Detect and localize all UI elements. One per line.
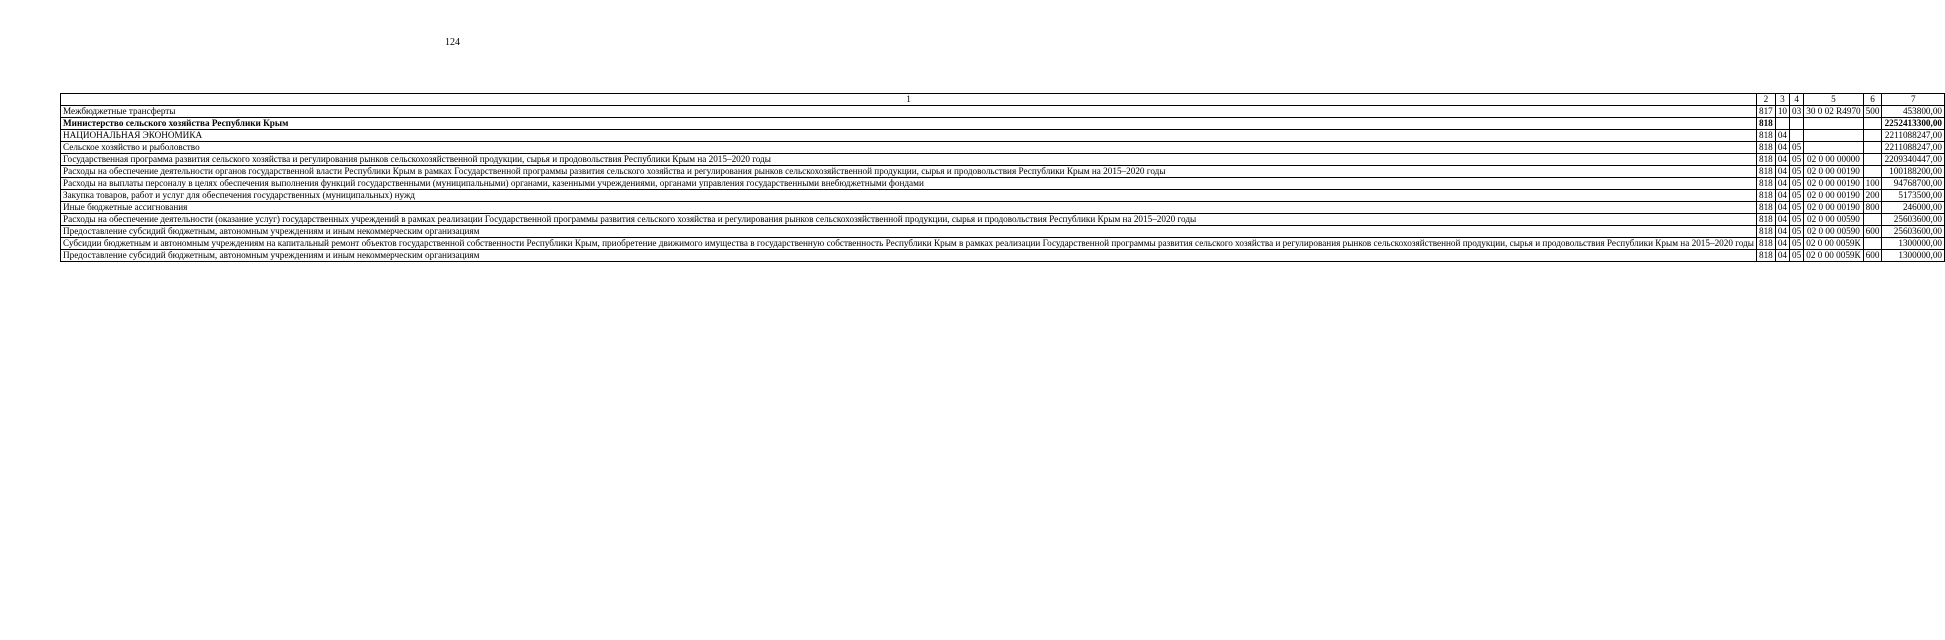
column-header: 2: [1756, 94, 1775, 106]
table-row: [61, 190, 1945, 202]
table-row: [61, 178, 1945, 190]
target-article-cell: 02 0 00 00590: [1804, 214, 1863, 226]
expense-type-cell: 800: [1863, 202, 1882, 214]
expense-type-cell: [1863, 118, 1882, 130]
expense-type-cell: [1863, 214, 1882, 226]
target-article-cell: 02 0 00 00190: [1804, 178, 1863, 190]
table-row: [61, 238, 1945, 250]
table-row: [61, 214, 1945, 226]
table-row: [61, 142, 1945, 154]
subsection-code-cell: 05: [1790, 178, 1804, 190]
ministry-code-cell: 818: [1756, 130, 1775, 142]
section-code-cell: 04: [1775, 202, 1789, 214]
subsection-code-cell: [1790, 118, 1804, 130]
ministry-code-cell: 818: [1756, 238, 1775, 250]
subsection-code-cell: 05: [1790, 142, 1804, 154]
amount-cell: 100188200,00: [1882, 166, 1945, 178]
expense-type-cell: 500: [1863, 106, 1882, 118]
ministry-code-cell: 818: [1756, 118, 1775, 130]
amount-cell: 1300000,00: [1882, 238, 1945, 250]
target-article-cell: [1804, 142, 1863, 154]
expense-name-cell: Закупка товаров, работ и услуг для обеспечения государственных (муниципальных) нужд: [61, 190, 1757, 202]
amount-cell: 1300000,00: [1882, 250, 1945, 262]
target-article-cell: 02 0 00 00190: [1804, 166, 1863, 178]
expense-name-cell: Предоставление субсидий бюджетным, автономным учреждениям и иным некоммерческим организациям: [61, 250, 1757, 262]
subsection-code-cell: 03: [1790, 106, 1804, 118]
amount-cell: 246000,00: [1882, 202, 1945, 214]
amount-cell: 2209340447,00: [1882, 154, 1945, 166]
column-header: 3: [1775, 94, 1789, 106]
ministry-code-cell: 818: [1756, 190, 1775, 202]
table-row: [61, 202, 1945, 214]
subsection-code-cell: 05: [1790, 250, 1804, 262]
ministry-code-cell: 818: [1756, 154, 1775, 166]
target-article-cell: [1804, 130, 1863, 142]
expense-name-cell: НАЦИОНАЛЬНАЯ ЭКОНОМИКА: [61, 130, 1757, 142]
table-row: [61, 106, 1945, 118]
ministry-code-cell: 818: [1756, 214, 1775, 226]
section-code-cell: 04: [1775, 166, 1789, 178]
section-code-cell: 04: [1775, 130, 1789, 142]
target-article-cell: 02 0 00 0059К: [1804, 250, 1863, 262]
section-code-cell: 04: [1775, 142, 1789, 154]
ministry-code-cell: 818: [1756, 142, 1775, 154]
expense-name-cell: Министерство сельского хозяйства Республики Крым: [61, 118, 1757, 130]
target-article-cell: 02 0 00 0059К: [1804, 238, 1863, 250]
expense-name-cell: Сельское хозяйство и рыболовство: [61, 142, 1757, 154]
table-row: [61, 130, 1945, 142]
section-code-cell: 04: [1775, 154, 1789, 166]
ministry-code-cell: 818: [1756, 202, 1775, 214]
subsection-code-cell: 05: [1790, 226, 1804, 238]
expense-type-cell: [1863, 154, 1882, 166]
budget-table: [60, 93, 1945, 262]
table-body: [61, 94, 1945, 262]
target-article-cell: 02 0 00 00190: [1804, 190, 1863, 202]
expense-name-cell: Субсидии бюджетным и автономным учреждениям на капитальный ремонт объектов государственной собственности Республики Крым, приобретение движимого имущества в государственную собственность Республики Крым в рамках реализации Государственной программы развития сельского хозяйства и регулирования рынков сельскохозяйственной продукции, сырья и продовольствия Республики Крым на 2015–2020 годы: [61, 238, 1757, 250]
amount-cell: 25603600,00: [1882, 214, 1945, 226]
amount-cell: 94768700,00: [1882, 178, 1945, 190]
target-article-cell: [1804, 118, 1863, 130]
amount-cell: 25603600,00: [1882, 226, 1945, 238]
column-header: 1: [61, 94, 1757, 106]
section-code-cell: [1775, 118, 1789, 130]
expense-type-cell: [1863, 238, 1882, 250]
subsection-code-cell: 05: [1790, 166, 1804, 178]
expense-type-cell: 200: [1863, 190, 1882, 202]
page-number: 124: [445, 37, 460, 48]
expense-name-cell: Предоставление субсидий бюджетным, автономным учреждениям и иным некоммерческим организациям: [61, 226, 1757, 238]
expense-name-cell: Расходы на выплаты персоналу в целях обеспечения выполнения функций государственными (муниципальными) органами, казенными учреждениями, органами управления государственными внебюджетными фондами: [61, 178, 1757, 190]
amount-cell: 2211088247,00: [1882, 130, 1945, 142]
subsection-code-cell: 05: [1790, 214, 1804, 226]
column-header: 4: [1790, 94, 1804, 106]
ministry-code-cell: 818: [1756, 166, 1775, 178]
column-header: 5: [1804, 94, 1863, 106]
section-code-cell: 04: [1775, 250, 1789, 262]
table-row: [61, 118, 1945, 130]
amount-cell: 2252413300,00: [1882, 118, 1945, 130]
target-article-cell: 30 0 02 R4970: [1804, 106, 1863, 118]
section-code-cell: 04: [1775, 190, 1789, 202]
expense-type-cell: 100: [1863, 178, 1882, 190]
target-article-cell: 02 0 00 00590: [1804, 226, 1863, 238]
expense-type-cell: 600: [1863, 250, 1882, 262]
subsection-code-cell: 05: [1790, 238, 1804, 250]
amount-cell: 5173500,00: [1882, 190, 1945, 202]
expense-name-cell: Расходы на обеспечение деятельности органов государственной власти Республики Крым в рамках Государственной программы развития сельского хозяйства и регулирования рынков сельскохозяйственной продукции, сырья и продовольствия Республики Крым на 2015–2020 годы: [61, 166, 1757, 178]
expense-type-cell: 600: [1863, 226, 1882, 238]
expense-name-cell: Государственная программа развития сельского хозяйства и регулирования рынков сельскохозяйственной продукции, сырья и продовольствия Республики Крым на 2015–2020 годы: [61, 154, 1757, 166]
amount-cell: 2211088247,00: [1882, 142, 1945, 154]
subsection-code-cell: 05: [1790, 202, 1804, 214]
ministry-code-cell: 818: [1756, 226, 1775, 238]
section-code-cell: 10: [1775, 106, 1789, 118]
table-row: [61, 226, 1945, 238]
column-header: 7: [1882, 94, 1945, 106]
expense-type-cell: [1863, 142, 1882, 154]
table-row: [61, 250, 1945, 262]
expense-type-cell: [1863, 166, 1882, 178]
column-header: 6: [1863, 94, 1882, 106]
expense-name-cell: Межбюджетные трансферты: [61, 106, 1757, 118]
expense-name-cell: Иные бюджетные ассигнования: [61, 202, 1757, 214]
target-article-cell: 02 0 00 00190: [1804, 202, 1863, 214]
table-row: [61, 166, 1945, 178]
section-code-cell: 04: [1775, 178, 1789, 190]
section-code-cell: 04: [1775, 214, 1789, 226]
subsection-code-cell: 05: [1790, 190, 1804, 202]
expense-name-cell: Расходы на обеспечение деятельности (оказание услуг) государственных учреждений в рамках реализации Государственной программы развития сельского хозяйства и регулирования рынков сельскохозяйственной продукции, сырья и продовольствия Республики Крым на 2015–2020 годы: [61, 214, 1757, 226]
ministry-code-cell: 817: [1756, 106, 1775, 118]
expense-type-cell: [1863, 130, 1882, 142]
table-row: [61, 154, 1945, 166]
subsection-code-cell: [1790, 130, 1804, 142]
amount-cell: 453800,00: [1882, 106, 1945, 118]
subsection-code-cell: 05: [1790, 154, 1804, 166]
section-code-cell: 04: [1775, 226, 1789, 238]
column-header-row: [61, 94, 1945, 106]
section-code-cell: 04: [1775, 238, 1789, 250]
ministry-code-cell: 818: [1756, 250, 1775, 262]
ministry-code-cell: 818: [1756, 178, 1775, 190]
target-article-cell: 02 0 00 00000: [1804, 154, 1863, 166]
